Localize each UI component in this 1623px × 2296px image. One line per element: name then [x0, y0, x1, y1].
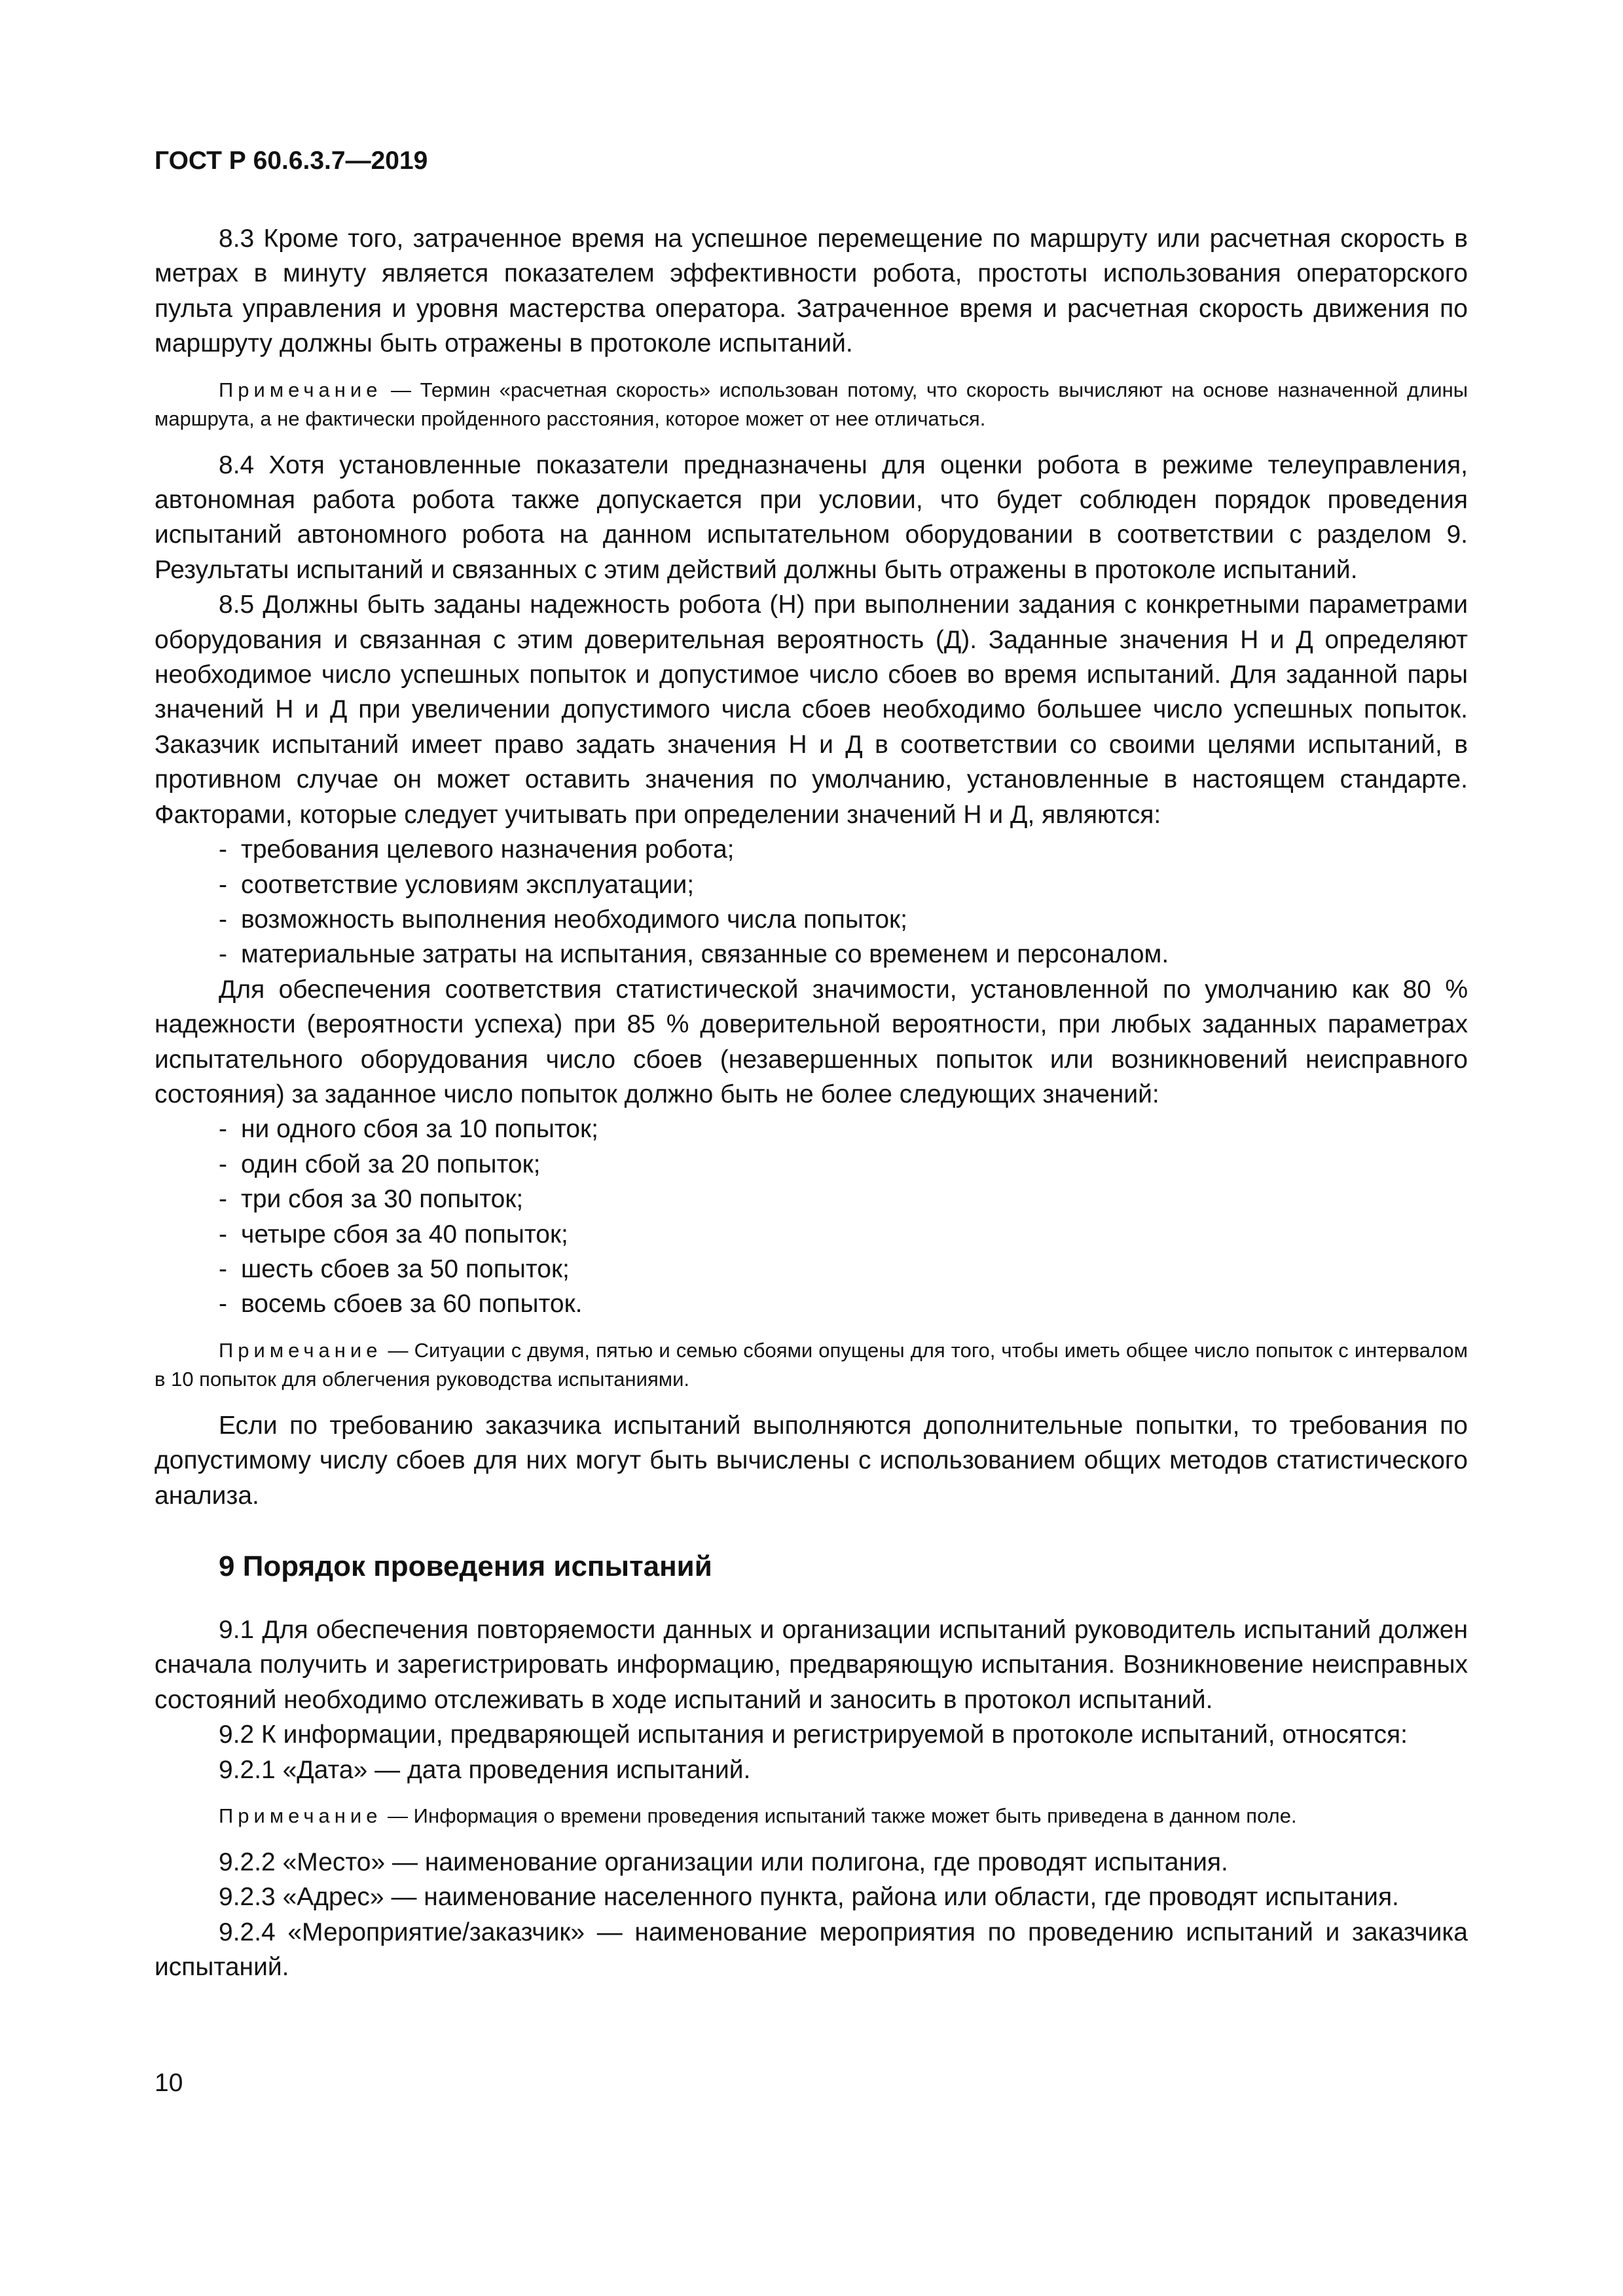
- paragraph-9-2-4: 9.2.4 «Мероприятие/заказчик» — наименование мероприятия по проведению испытаний и заказчика испытаний.: [155, 1918, 1468, 1982]
- note-text: — Информация о времени проведения испытаний также может быть приведена в данном поле.: [382, 1804, 1297, 1828]
- list-item: - требования целевого назначения робота;: [219, 835, 735, 864]
- note-label: Примечание: [219, 1804, 382, 1828]
- paragraph-8-4: 8.4 Хотя установленные показатели предназначены для оценки робота в режиме телеуправления, автономная работа робота также допускается при условии, что будет соблюден порядок проведения испытаний автономного робота на данном испытательном оборудовании в соответствии с разделом 9. Результаты испытаний и связанных с этим действий должны быть отражены в протоколе испытаний.: [155, 450, 1468, 584]
- note-3: [155, 1802, 1468, 1831]
- note-label: Примечание: [219, 1338, 382, 1362]
- list-item: - возможность выполнения необходимого числа попыток;: [219, 905, 907, 934]
- paragraph-8-5: 8.5 Должны быть заданы надежность робота (Н) при выполнении задания с конкретными параметрами оборудования и связанная с этим доверительная вероятность (Д). Заданные значения Н и Д определяют необходимое число успешных попыток и допустимое число сбоев во время испытаний. Для заданной пары значений Н и Д при увеличении допустимого числа сбоев необходимо большее число успешных попыток. Заказчик испытаний имеет право задать значения Н и Д в соответствии со своими целями испытаний, в противном случае он может оставить значения по умолчанию, установленные в настоящем стандарте. Факторами, которые следует учитывать при определении значений Н и Д, являются:: [155, 591, 1468, 829]
- failures-list: [155, 1112, 1468, 1321]
- list-item: - шесть сбоев за 50 попыток;: [219, 1254, 570, 1283]
- list-item: - три сбоя за 30 попыток;: [219, 1185, 524, 1214]
- paragraph-9-2-3: 9.2.3 «Адрес» — наименование населенного пункта, района или области, где проводят испытания.: [219, 1883, 1399, 1912]
- note-text: — Ситуации с двумя, пятью и семью сбоями опущены для того, чтобы иметь общее число попыток с интервалом в 10 попыток для облегчения руководства испытаниями.: [155, 1338, 1468, 1391]
- note-1: [155, 376, 1468, 433]
- list-item: - четыре сбоя за 40 попыток;: [219, 1220, 568, 1248]
- paragraph-9-2-1: 9.2.1 «Дата» — дата проведения испытаний.: [219, 1755, 751, 1784]
- paragraph-8-3: 8.3 Кроме того, затраченное время на успешное перемещение по маршруту или расчетная скорость в метрах в минуту является показателем эффективности робота, простоты использования операторского пульта управления и уровня мастерства оператора. Затраченное время и расчетная скорость движения по маршруту должны быть отражены в протоколе испытаний.: [155, 225, 1468, 358]
- paragraph-9-2: 9.2 К информации, предваряющей испытания и регистрируемой в протоколе испытаний, относятся:: [219, 1721, 1408, 1749]
- paragraph-statistics: Для обеспечения соответствия статистической значимости, установленной по умолчанию как 80 % надежности (вероятности успеха) при 85 % доверительной вероятности, при любых заданных параметрах испытательного оборудования число сбоев (незавершенных попыток или возникновений неисправного состояния) за заданное число попыток должно быть не более следующих значений:: [155, 975, 1468, 1108]
- list-item: - соответствие условиям эксплуатации;: [219, 870, 695, 899]
- document-page: [155, 145, 1468, 1985]
- factors-list: [155, 832, 1468, 972]
- list-item: - материальные затраты на испытания, связанные со временем и персоналом.: [219, 940, 1169, 969]
- section-9-title: 9 Порядок проведения испытаний: [219, 1550, 712, 1582]
- list-item: - ни одного сбоя за 10 попыток;: [219, 1115, 598, 1144]
- document-header: ГОСТ Р 60.6.3.7—2019: [155, 147, 428, 175]
- list-item: - один сбой за 20 попыток;: [219, 1150, 541, 1178]
- list-item: - восемь сбоев за 60 попыток.: [219, 1290, 583, 1319]
- paragraph-9-2-2: 9.2.2 «Место» — наименование организации или полигона, где проводят испытания.: [219, 1848, 1228, 1877]
- paragraph-extra-attempts: Если по требованию заказчика испытаний выполняются дополнительные попытки, то требования по допустимому числу сбоев для них могут быть вычислены с использованием общих методов статистического анализа.: [155, 1411, 1468, 1510]
- note-label: Примечание: [219, 378, 382, 401]
- paragraph-9-1: 9.1 Для обеспечения повторяемости данных и организации испытаний руководитель испытаний должен сначала получить и зарегистрировать информацию, предваряющую испытания. Возникновение неисправных состояний необходимо отслеживать в ходе испытаний и заносить в протокол испытаний.: [155, 1616, 1468, 1714]
- note-2: [155, 1336, 1468, 1394]
- note-text: — Термин «расчетная скорость» использован потому, что скорость вычисляют на основе назначенной длины маршрута, а не фактически пройденного расстояния, которое может от нее отличаться.: [155, 378, 1468, 430]
- page-number: 10: [155, 2069, 183, 2097]
